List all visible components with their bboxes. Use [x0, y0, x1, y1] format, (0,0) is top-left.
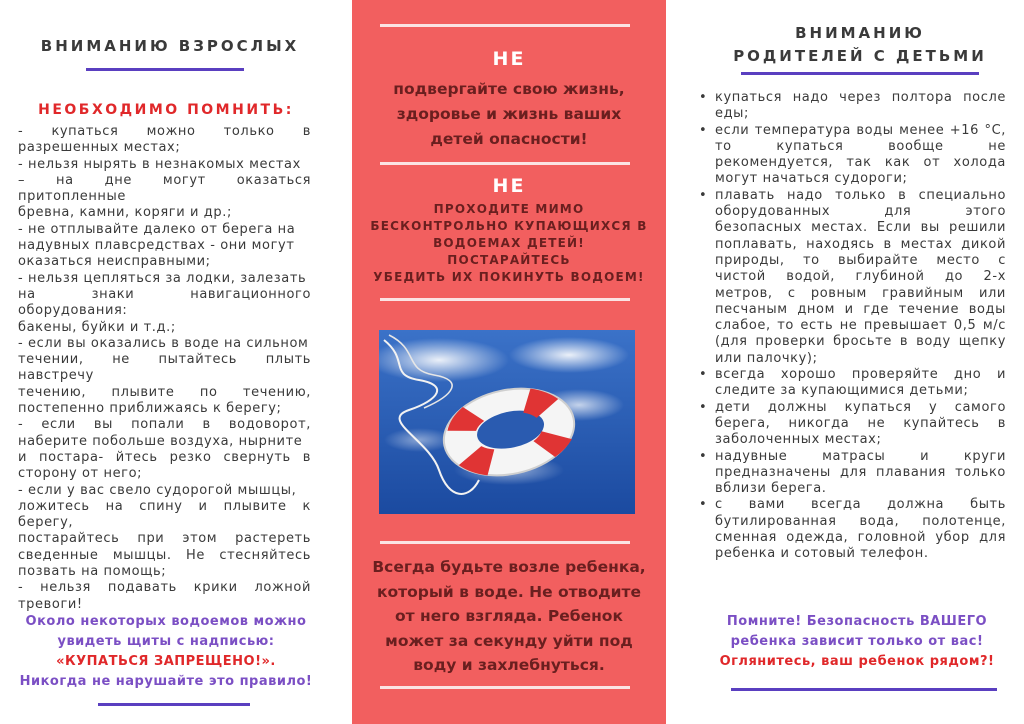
rule-line: бутилированная вода, полотенце, — [715, 513, 1006, 529]
rule-line: ребенка и сотовый телефон. — [715, 546, 929, 562]
footer-underline — [98, 703, 250, 706]
rule-line: на знаки навигационного — [18, 286, 311, 302]
reminder-line: ребенка зависит только от вас! — [730, 634, 984, 649]
rule-line: • если температура воды менее +16 °С, — [715, 122, 1006, 138]
passing-line: УБЕДИТЬ ИХ ПОКИНУТЬ ВОДОЕМ! — [373, 270, 645, 284]
footer-underline — [731, 688, 997, 691]
rule-item — [693, 123, 1006, 188]
reminder-line: Помните! Безопасность ВАШЕГО — [726, 614, 988, 629]
parents-rules-list — [693, 90, 1006, 563]
adults-panel — [0, 0, 330, 724]
ne-label-2: НЕ — [492, 175, 526, 197]
rule-line: заболоченных местах; — [715, 432, 882, 448]
watch-line: который в воде. Не отводите — [377, 582, 641, 601]
rule-line: еды; — [715, 106, 750, 122]
rule-line: позвать на помощь; — [18, 564, 167, 580]
divider — [380, 298, 630, 301]
risk-line: подвергайте свою жизнь, — [393, 80, 625, 98]
note-line: увидеть щиты с надписью: — [57, 634, 275, 649]
rule-item — [693, 367, 1006, 400]
divider — [380, 24, 630, 27]
rule-line: - если вы попали в водоворот, — [18, 417, 311, 433]
rule-item — [693, 90, 1006, 123]
rule-line: - купаться можно только в — [18, 124, 311, 139]
rule-line: надувных плавсредствах - они могут — [18, 238, 295, 254]
sign-warning-note — [10, 612, 322, 692]
rule-line: разрешенных местах; — [18, 140, 181, 156]
rule-line: течению, плывите по течению, — [18, 384, 311, 400]
risk-warning-text — [352, 77, 666, 152]
rule-line: (для проверки бросьте в воду щепку — [715, 334, 1006, 350]
rule-line: безопасных местах. Если вы решили — [715, 220, 1006, 236]
rule-line: • дети должны купаться у самого — [715, 399, 1006, 415]
lifebuoy-image — [379, 330, 635, 514]
watch-line: воду и захлебнуться. — [413, 656, 605, 674]
divider — [380, 686, 630, 689]
rule-line: вблизи берега. — [715, 481, 827, 497]
rule-line: бревна, камни, коряги и др.; — [18, 205, 232, 221]
risk-line: детей опасности! — [430, 130, 588, 148]
rule-line: - если у вас свело судорогой мышцы, — [18, 482, 297, 498]
rule-line: - если вы оказались в воде на сильном — [18, 335, 309, 351]
rule-line: берега, никогда не купайтесь в — [715, 415, 1006, 431]
adults-heading: ВНИМАНИЮ ВЗРОСЛЫХ — [40, 37, 300, 55]
rule-line: навстречу — [18, 368, 94, 384]
divider — [380, 162, 630, 165]
warning-panel — [352, 0, 666, 724]
ne-label-1: НЕ — [492, 48, 526, 70]
heading-underline — [86, 68, 244, 71]
watch-line: Всегда будьте возле ребенка, — [372, 558, 646, 576]
rule-item — [693, 449, 1006, 498]
rule-line: слабое, то есть не превышает 0,5 м/с — [715, 318, 1006, 334]
parents-panel — [690, 0, 1024, 724]
parents-heading-line2: РОДИТЕЛЕЙ С ДЕТЬМИ — [733, 47, 987, 65]
rule-line: сведенные мышцы. Не стесняйтесь — [18, 547, 311, 563]
rule-line: поплавать, находясь в местах дикой — [715, 236, 1006, 252]
watch-line: может за секунду уйти под — [385, 631, 633, 650]
parents-heading-line1: ВНИМАНИЮ — [795, 24, 925, 42]
rule-line: или палочку); — [715, 350, 818, 366]
rule-line: сторону от него; — [18, 466, 143, 482]
passing-line: БЕСКОНТРОЛЬНО КУПАЮЩИХСЯ В — [370, 219, 648, 233]
rule-line: • надувные матрасы и круги — [715, 448, 1006, 464]
rule-line: рекомендуется, так как от холода — [715, 155, 1006, 171]
rule-line: • купаться надо через полтора после — [715, 90, 1006, 105]
heading-underline — [741, 72, 979, 75]
note-line-forbidden: «КУПАТЬСЯ ЗАПРЕЩЕНО!». — [56, 654, 276, 669]
rule-line: постепенно приближаясь к берегу; — [18, 401, 282, 417]
rule-line: чистой водой, глубиной до 2-х — [715, 269, 1006, 285]
rule-item — [693, 188, 1006, 367]
rule-line: оказаться неисправными; — [18, 254, 211, 270]
divider — [380, 541, 630, 544]
rule-line: метров, с ровным гравийным или — [715, 285, 1006, 301]
note-line: Около некоторых водоемов можно — [25, 614, 307, 629]
rule-line: - нельзя цепляться за лодки, залезать — [18, 270, 307, 286]
passing-line: ПОСТАРАЙТЕСЬ — [447, 253, 571, 267]
rule-line: могут начаться судороги; — [715, 171, 908, 187]
risk-line: здоровье и жизнь ваших — [396, 105, 622, 123]
rule-line: постарайтесь при этом растереть — [18, 531, 311, 547]
rule-line: следите за купающимися детьми; — [715, 383, 969, 399]
rule-line: - нельзя подавать крики ложной — [18, 580, 311, 596]
rule-line: тревоги! — [18, 596, 83, 612]
watch-line: от него взгляда. Ребенок — [395, 607, 623, 625]
rule-line: песчаным дном и где течение воды — [715, 301, 1006, 317]
parents-reminder — [700, 612, 1014, 672]
passing-line: ВОДОЕМАХ ДЕТЕЙ! — [433, 236, 585, 250]
rule-line: – на дне могут оказаться — [18, 172, 311, 188]
watch-child-text — [352, 555, 666, 678]
rule-line: • плавать надо только в специально — [715, 187, 1006, 203]
rule-line: течении, не пытайтесь плыть — [18, 352, 311, 368]
rule-line: • с вами всегда должна быть — [715, 497, 1006, 513]
lifebuoy-sky-icon — [379, 330, 635, 514]
rule-line: - нельзя нырять в незнакомых местах — [18, 156, 301, 172]
rule-line: притопленные — [18, 189, 126, 205]
rule-line: наберите побольше воздуха, нырните — [18, 433, 303, 449]
passing-warning-text — [352, 201, 666, 286]
rule-line: ложитесь на спину и плывите к берегу, — [18, 498, 311, 531]
rule-item — [693, 400, 1006, 449]
rule-line: - не отплывайте далеко от берега на — [18, 221, 296, 237]
passing-line: ПРОХОДИТЕ МИМО — [433, 202, 585, 216]
remember-subheading: НЕОБХОДИМО ПОМНИТЬ: — [38, 102, 294, 118]
rule-line: то купаться вообще не — [715, 138, 1006, 154]
rule-line: и постара- йтесь резко свернуть в — [18, 449, 311, 465]
rule-line: • всегда хорошо проверяйте дно и — [715, 367, 1006, 383]
rule-line: оборудования: — [18, 303, 128, 319]
rule-line: сменная одежда, головной убор для — [715, 530, 1006, 546]
rule-line: предназначены для плавания только — [715, 464, 1006, 480]
rule-item — [693, 497, 1006, 562]
rule-line: природы, то выбирайте место с — [715, 252, 1006, 268]
note-line: Никогда не нарушайте это правило! — [19, 674, 313, 689]
reminder-line-alert: Оглянитесь, ваш ребенок рядом?! — [719, 654, 995, 669]
rule-line: бакены, буйки и т.д.; — [18, 319, 176, 335]
adults-rules-text — [18, 124, 311, 613]
rule-line: оборудованных для этого — [715, 204, 1006, 220]
